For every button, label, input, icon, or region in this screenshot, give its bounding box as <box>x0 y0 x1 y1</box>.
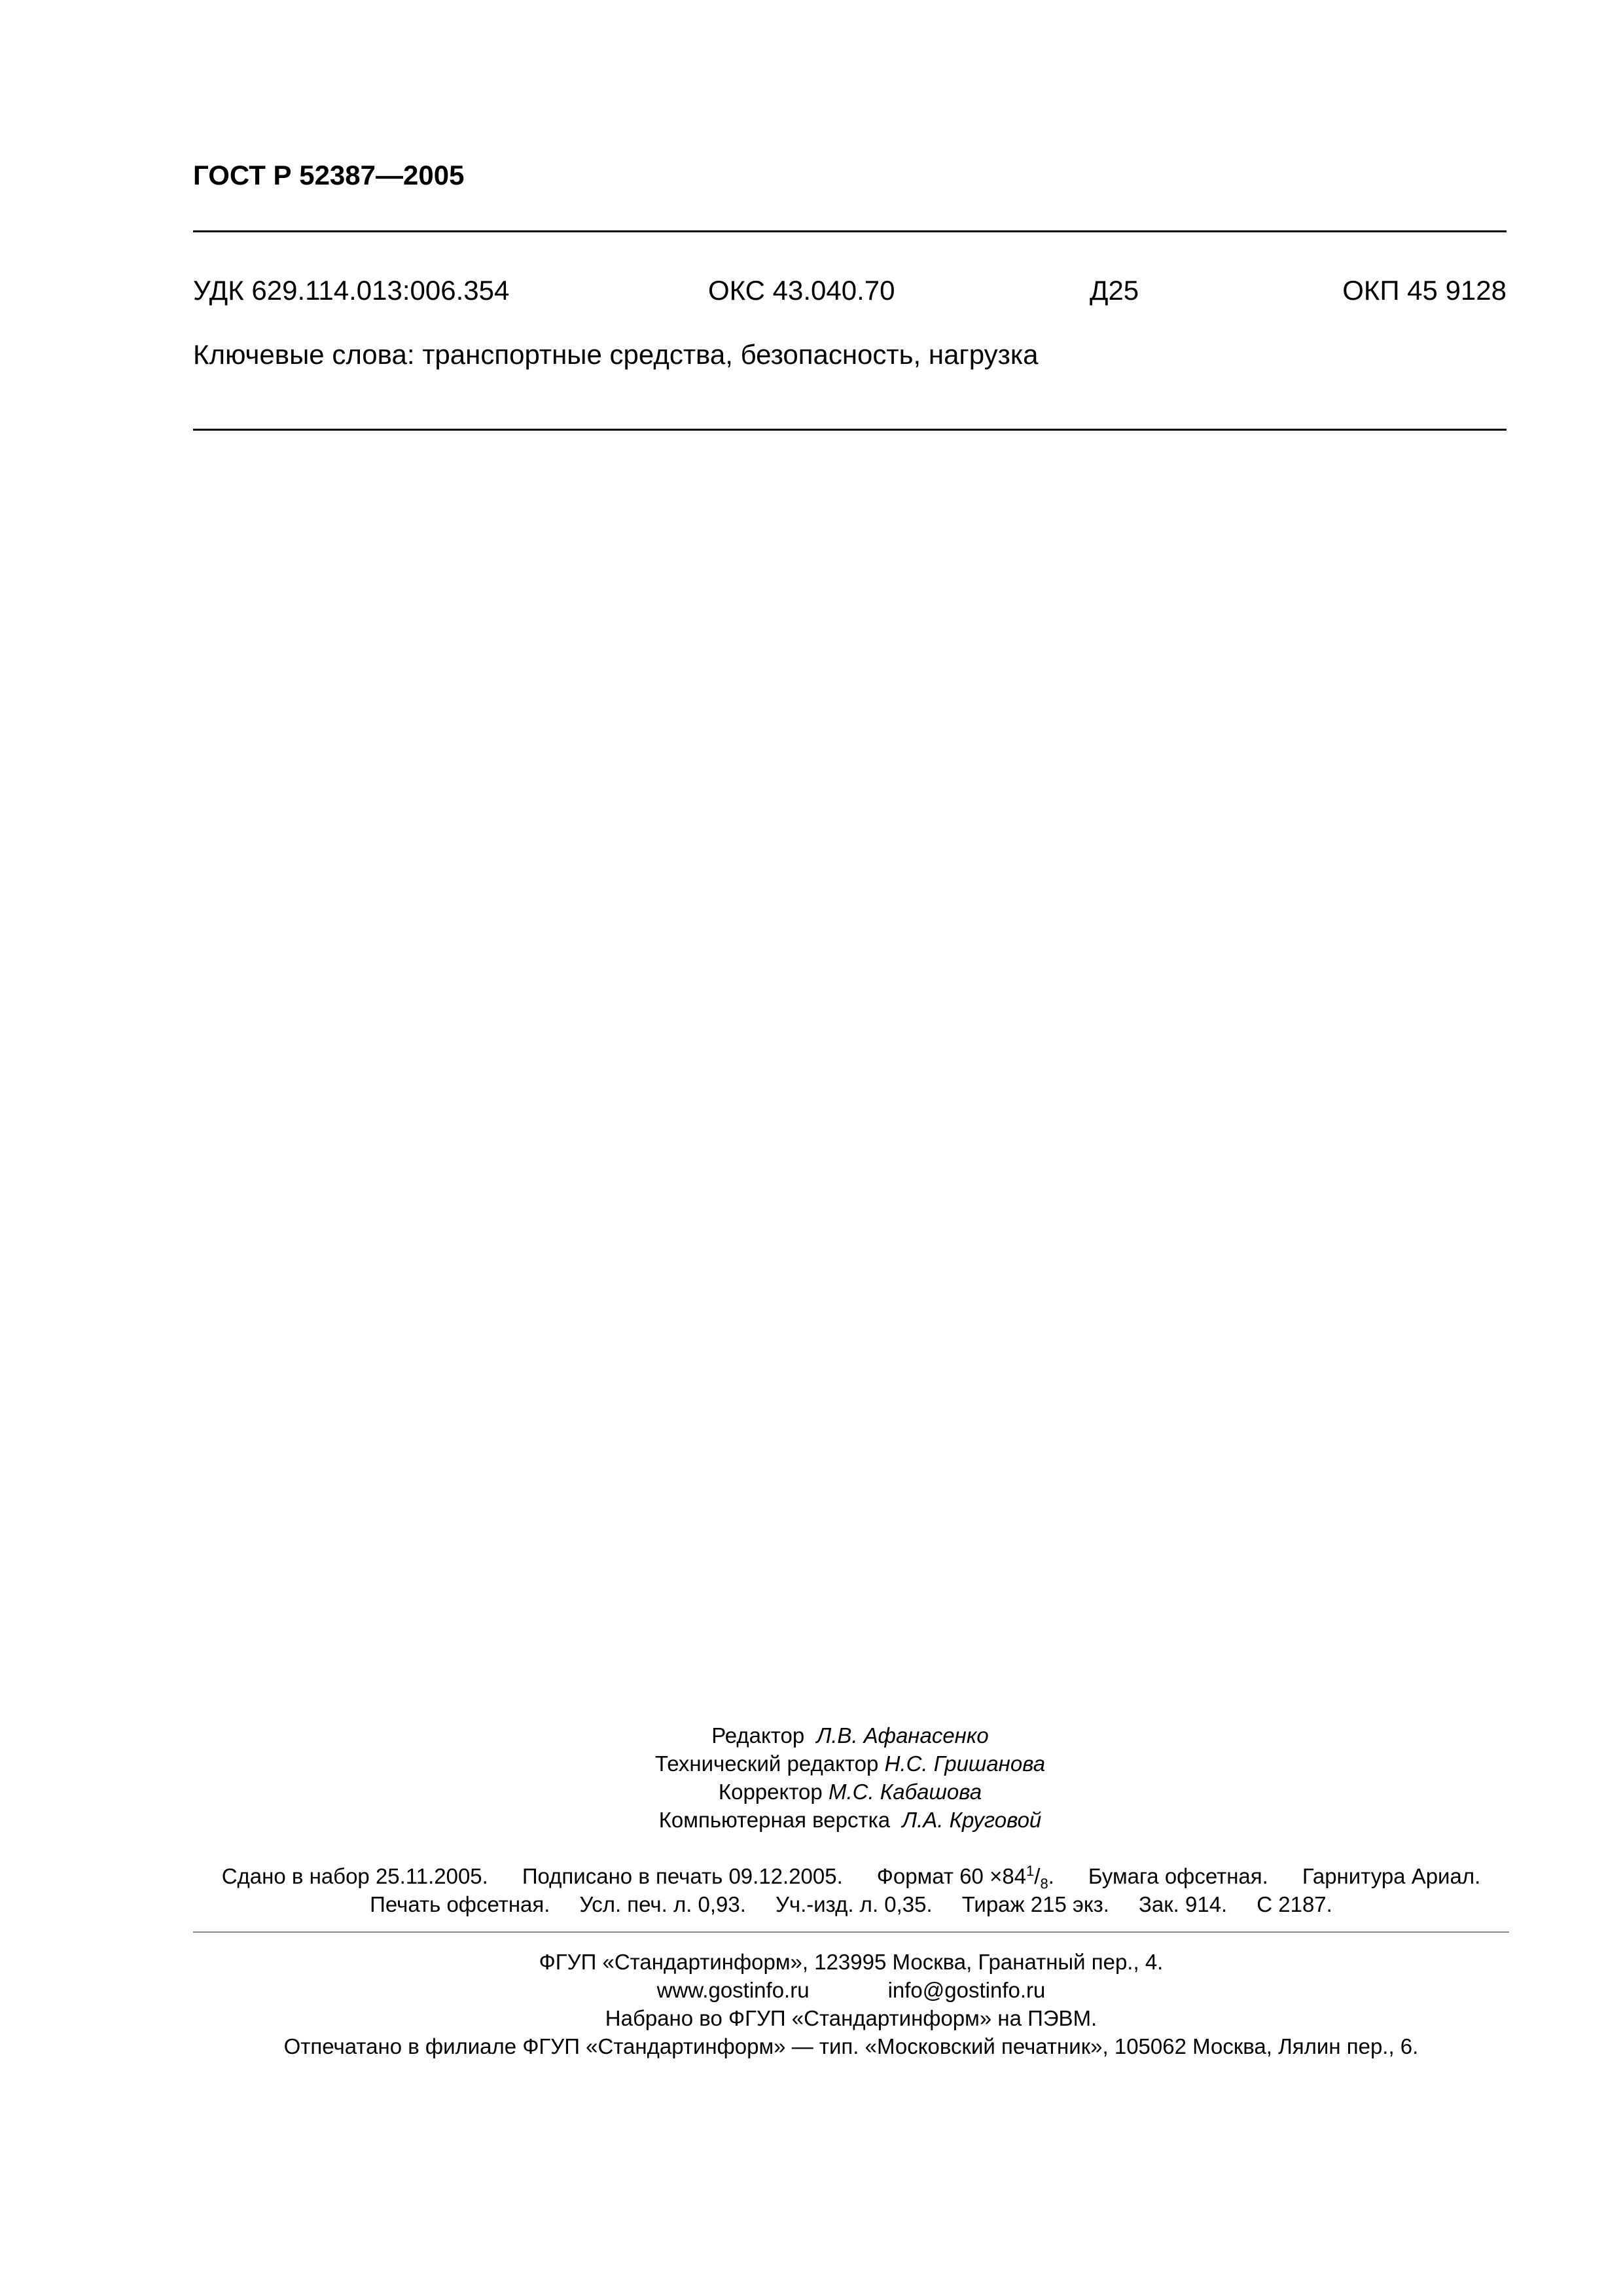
print-info <box>193 1862 1509 1918</box>
print-info-line-1 <box>193 1862 1509 1890</box>
print-info-line-2 <box>193 1890 1509 1918</box>
credit-role: Корректор <box>718 1780 823 1804</box>
printing-type: Печать офсетная. <box>370 1892 550 1916</box>
credit-line <box>0 1749 1623 1778</box>
typeset-note: Набрано во ФГУП «Стандартинформ» на ПЭВМ. <box>605 2006 1097 2030</box>
credit-role: Технический редактор <box>654 1751 879 1776</box>
udk-code: УДК 629.114.013:006.354 <box>193 275 510 306</box>
editorial-credits <box>0 1721 1623 1834</box>
top-divider <box>193 230 1507 232</box>
order-number: Зак. 914. <box>1138 1892 1228 1916</box>
publisher-contacts <box>193 1976 1509 2004</box>
format-suffix: . <box>1048 1864 1054 1888</box>
format-sup: 1 <box>1026 1863 1035 1879</box>
print-code: С 2187. <box>1257 1892 1332 1916</box>
paper-type: Бумага офсетная. <box>1088 1864 1268 1888</box>
publisher-divider <box>193 1931 1509 1933</box>
credit-line <box>0 1721 1623 1749</box>
credit-role: Компьютерная верстка <box>658 1808 891 1832</box>
circulation: Тираж 215 экз. <box>961 1892 1109 1916</box>
signed-date: Подписано в печать 09.12.2005. <box>522 1864 843 1888</box>
publishing-sheets: Уч.-изд. л. 0,35. <box>775 1892 933 1916</box>
typeface: Гарнитура Ариал. <box>1302 1864 1481 1888</box>
standard-number: ГОСТ Р 52387—2005 <box>193 160 465 190</box>
conventional-sheets: Усл. печ. л. 0,93. <box>579 1892 746 1916</box>
publisher-address: ФГУП «Стандартинформ», 123995 Москва, Гранатный пер., 4. <box>539 1950 1164 1974</box>
submitted-date: Сдано в набор 25.11.2005. <box>221 1864 488 1888</box>
format: Формат $60 \times 84^1/_8$. <box>876 1863 1054 1892</box>
credit-line <box>0 1778 1623 1806</box>
publisher-info <box>193 1948 1509 2060</box>
okp-code: ОКП 45 9128 <box>1342 275 1507 306</box>
group-code: Д25 <box>1090 275 1139 306</box>
publisher-website: www.gostinfo.ru <box>656 1978 810 2002</box>
keywords-divider <box>193 429 1507 431</box>
keywords: Ключевые слова: транспортные средства, безопасность, нагрузка <box>193 339 1039 370</box>
credit-line <box>0 1806 1623 1834</box>
credit-role: Редактор <box>711 1723 805 1748</box>
classification-codes <box>193 275 1507 309</box>
format-prefix: Формат 60 ×84 <box>876 1864 1027 1888</box>
format-sub: 8 <box>1040 1875 1048 1892</box>
printed-note: Отпечатано в филиале ФГУП «Стандартинформ» — тип. «Московский печатник», 105062 Москва, Лялин пер., 6. <box>283 2034 1419 2058</box>
credit-name: Л.В. Афанасенко <box>816 1723 989 1748</box>
publisher-email: info@gostinfo.ru <box>887 1978 1046 2002</box>
credit-name: Л.А. Круговой <box>902 1808 1042 1832</box>
credit-name: М.С. Кабашова <box>828 1780 982 1804</box>
credit-name: Н.С. Гришанова <box>884 1751 1046 1776</box>
oks-code: ОКС 43.040.70 <box>708 275 895 306</box>
